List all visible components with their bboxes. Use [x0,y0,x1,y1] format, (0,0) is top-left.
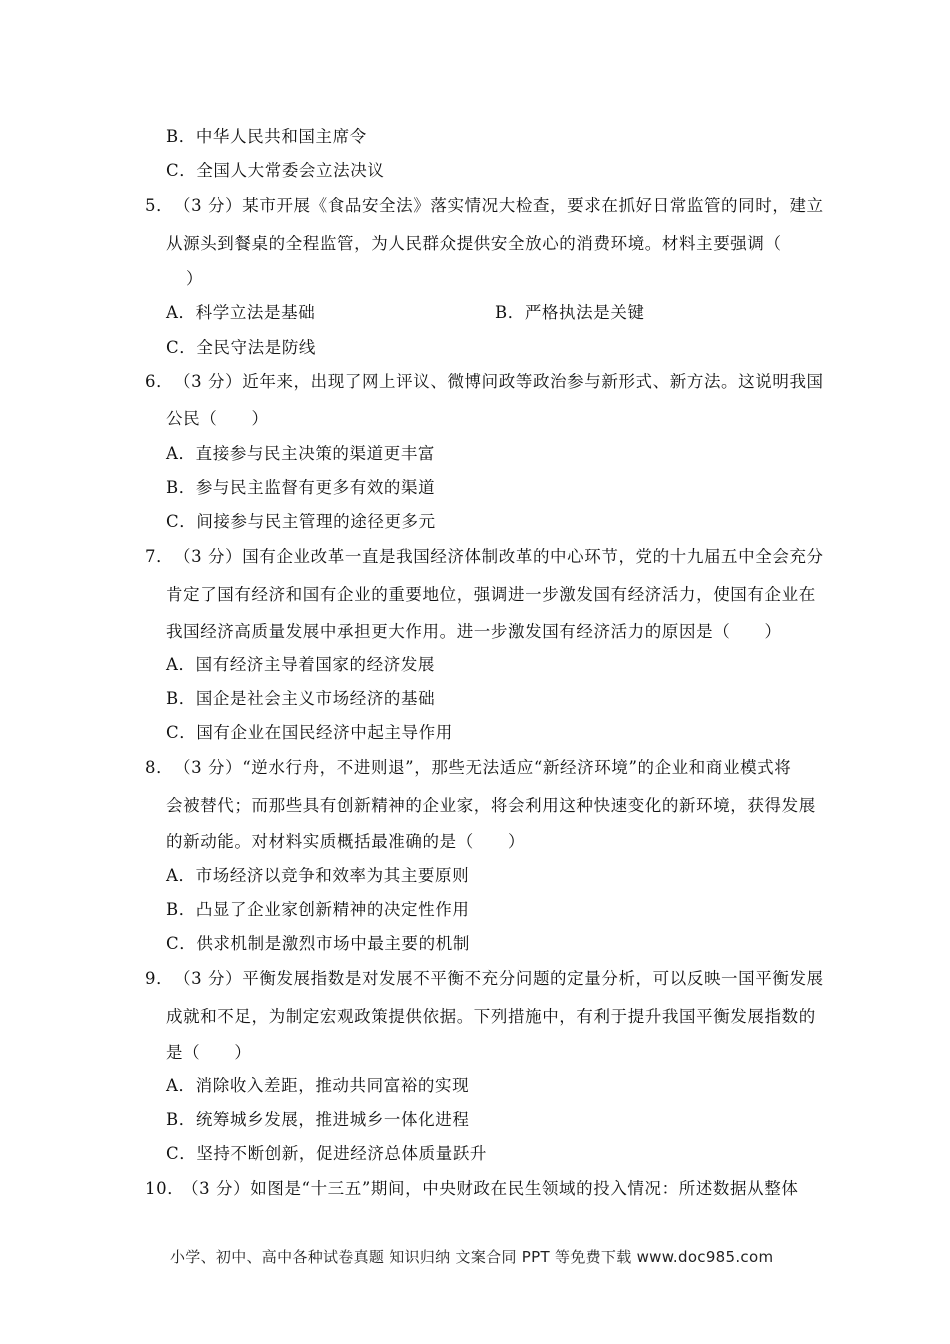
question-6-option-A: A．直接参与民主决策的渠道更丰富 [166,444,436,463]
question-6-line-1: （3 分）近年来，出现了网上评议、微博问政等政治参与新形式、新方法。这说明我国 [174,372,824,391]
question-8-line-2: 会被替代；而那些具有创新精神的企业家，将会利用这种快速变化的新环境，获得发展 [166,796,816,815]
question-6-option-B: B．参与民主监督有更多有效的渠道 [166,478,436,497]
question-8-line-3: 的新动能。对材料实质概括最准确的是（ ） [166,832,526,851]
question-7-line-1: （3 分）国有企业改革一直是我国经济体制改革的中心环节，党的十九届五中全会充分 [174,547,824,566]
question-7-option-B: B．国企是社会主义市场经济的基础 [166,689,436,708]
question-8-option-A: A．市场经济以竞争和效率为其主要原则 [166,866,470,885]
question-7-number: 7． [145,547,174,566]
question-8-line-1: （3 分）“逆水行舟，不进则退”，那些无法适应“新经济环境”的企业和商业模式将 [174,758,792,777]
question-9-option-A: A．消除收入差距，推动共同富裕的实现 [166,1076,470,1095]
page-footer: 小学、初中、高中各种试卷真题 知识归纳 文案合同 PPT 等免费下载 www.doc985.com [170,1248,774,1266]
question-6-line-2: 公民（ ） [166,409,269,428]
question-5-line-2: 从源头到餐桌的全程监管，为人民群众提供安全放心的消费环境。材料主要强调（ [166,234,782,253]
question-10-number: 10． [145,1179,185,1198]
question-5-option-C: C．全民守法是防线 [166,338,317,357]
option-B: B．中华人民共和国主席令 [166,127,367,146]
question-9-option-B: B．统筹城乡发展，推进城乡一体化进程 [166,1110,470,1129]
question-7-option-C: C．国有企业在国民经济中起主导作用 [166,723,453,742]
question-5-line-1: （3 分）某市开展《食品安全法》落实情况大检查，要求在抓好日常监管的同时，建立 [174,196,824,215]
question-8-option-C: C．供求机制是激烈市场中最主要的机制 [166,934,470,953]
question-9-line-3: 是（ ） [166,1043,252,1062]
option-C: C．全国人大常委会立法决议 [166,161,385,180]
question-7-line-2: 肯定了国有经济和国有企业的重要地位，强调进一步激发国有经济活力，使国有企业在 [166,585,816,604]
question-5-option-B: B．严格执法是关键 [495,303,645,322]
question-7-option-A: A．国有经济主导着国家的经济发展 [166,655,436,674]
question-5-option-A: A．科学立法是基础 [166,303,316,322]
question-9-line-1: （3 分）平衡发展指数是对发展不平衡不充分问题的定量分析，可以反映一国平衡发展 [174,969,824,988]
question-5-line-3: ） [186,269,204,288]
question-9-number: 9． [145,969,174,988]
question-10-line-1: （3 分）如图是“十三五”期间，中央财政在民生领域的投入情况：所述数据从整体 [182,1179,799,1198]
question-8-option-B: B．凸显了企业家创新精神的决定性作用 [166,900,470,919]
question-6-option-C: C．间接参与民主管理的途径更多元 [166,512,436,531]
question-6-number: 6． [145,372,174,391]
question-9-line-2: 成就和不足，为制定宏观政策提供依据。下列措施中，有利于提升我国平衡发展指数的 [166,1007,816,1026]
question-9-option-C: C．坚持不断创新，促进经济总体质量跃升 [166,1144,488,1163]
question-8-number: 8． [145,758,174,777]
question-5-number: 5． [145,196,174,215]
question-7-line-3: 我国经济高质量发展中承担更大作用。进一步激发国有经济活力的原因是（ ） [166,622,782,641]
